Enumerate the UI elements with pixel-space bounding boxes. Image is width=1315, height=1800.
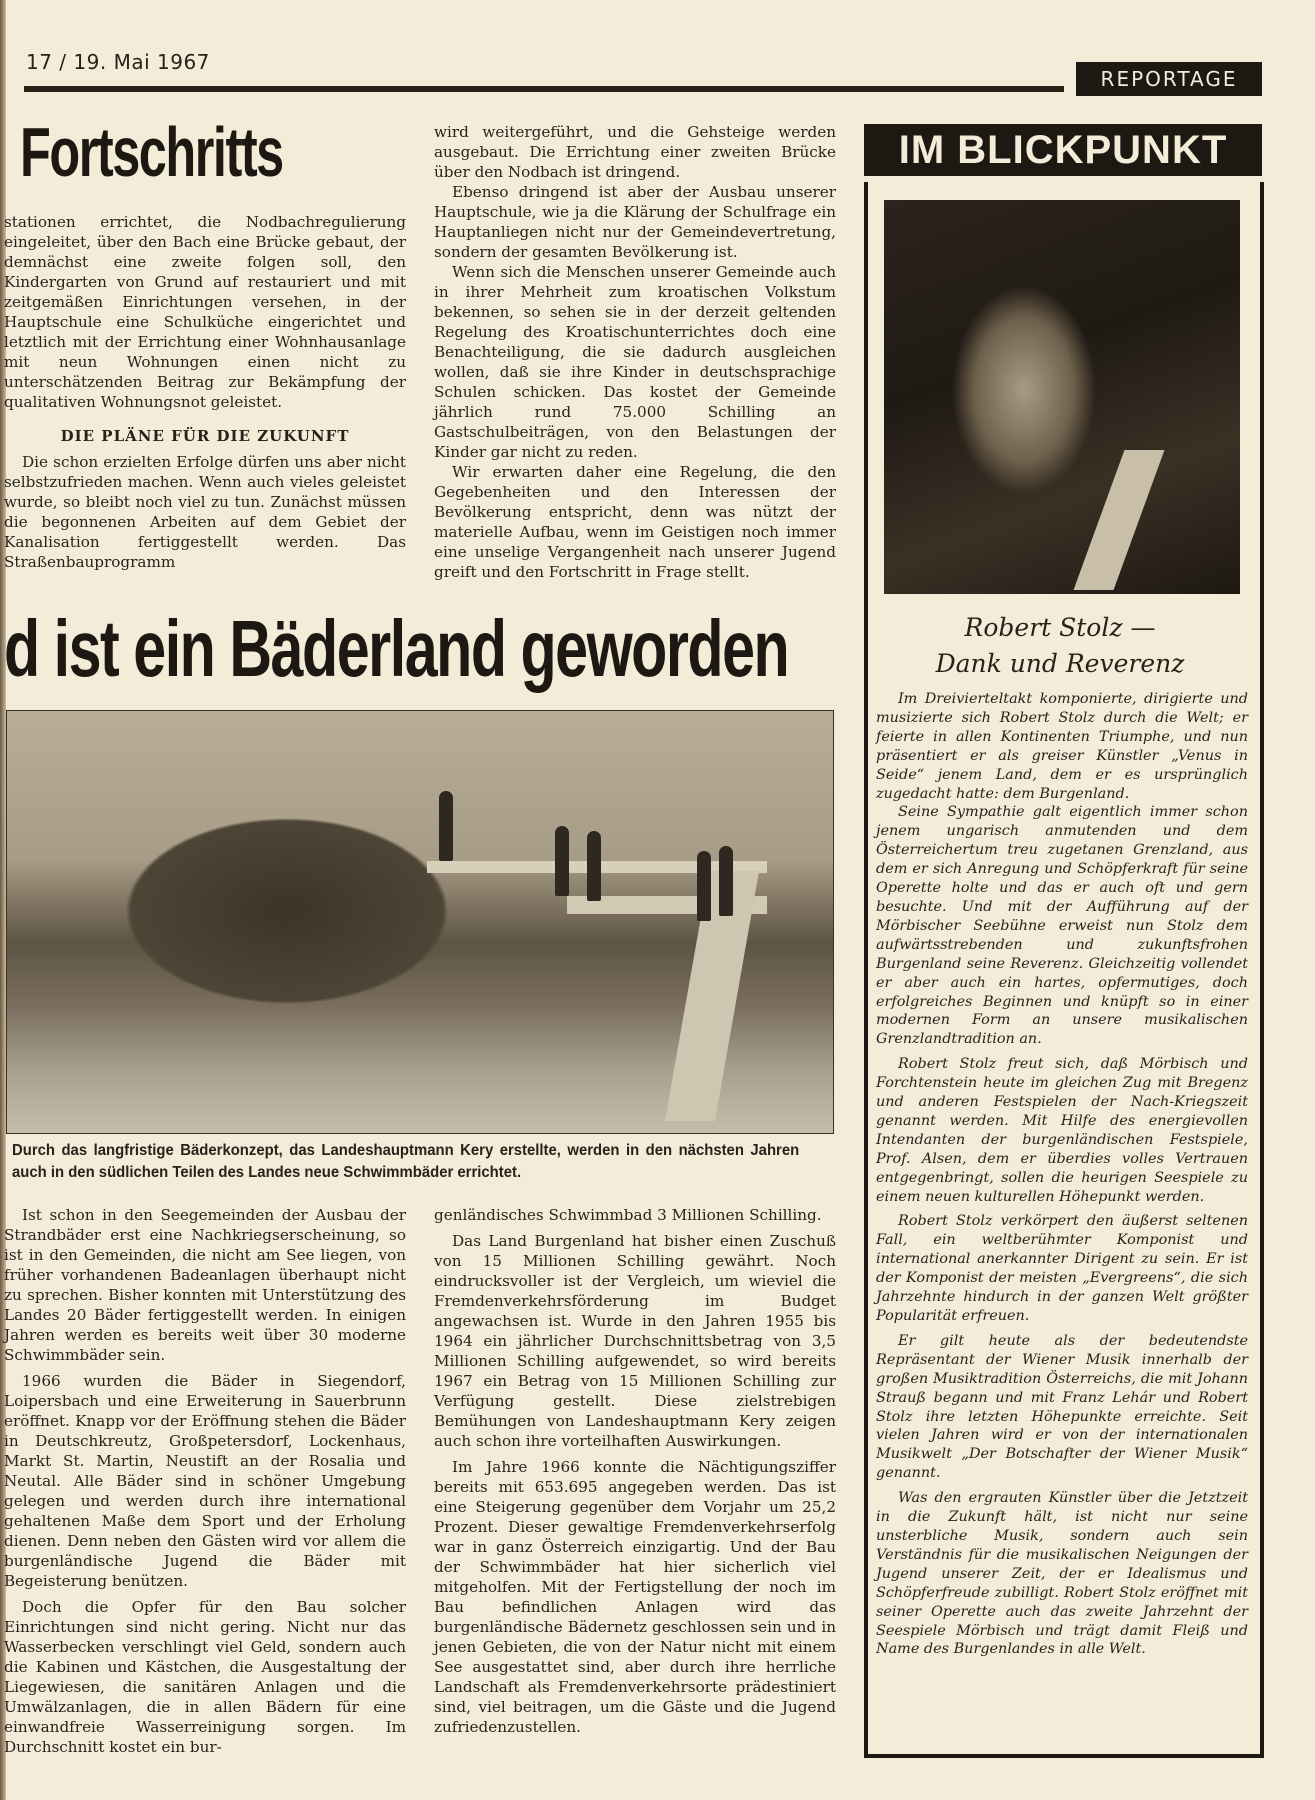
swimmer-figure	[697, 851, 711, 921]
swimmer-figure	[439, 791, 453, 861]
paragraph: Ist schon in den Seegemeinden der Ausbau der Strandbäder erst eine Nachkriegserscheinung, so ist in den Gemeinden, die nicht am See liegen, von früher vorhandenen Badeanlagen überhaupt nicht zu sprechen. Bisher konnten mit Unterstützung des Landes 20 Bäder fertiggestellt werden. In einigen Jahren werden es bereits weit über 30 moderne Schwimmbäder sein.	[4, 1206, 406, 1364]
portrait-collar	[1074, 450, 1165, 590]
paragraph: Die schon erzielten Erfolge dürfen uns aber nicht selbstzufrieden machen. Wenn auch vieles geleistet wurde, so bleibt noch viel zu tun. Zunächst müssen die begonnenen Arbeiten auf dem Gebiet der Kanalisation fertiggestellt werden. Das Straßenbauprogramm	[4, 453, 406, 571]
photo-caption: Durch das langfristige Bäderkonzept, das Landeshauptmann Kery erstellte, werden in den nächsten Jahren auch in den südlichen Teilen des Landes neue Schwimmbäder errichtet.	[12, 1142, 800, 1181]
sidebar-article-body	[876, 690, 1248, 1659]
article1-column-1	[4, 212, 406, 572]
subheading: DIE PLÄNE FÜR DIE ZUKUNFT	[60, 427, 350, 445]
article2-column-1	[4, 1205, 406, 1757]
paragraph: Wenn sich die Menschen unserer Gemeinde auch in ihrer Mehrheit zum kroatischen Volkstum bekennen, so sehen sie in der derzeit geltenden Regelung des Kroatischunterrichtes doch eine Benachteiligung, die sie dadurch ausgleichen wollen, daß sie ihre Kinder in deutschsprachige Schulen schicken. Das kostet der Gemeinde jährlich rund 75.000 Schilling an Gastschulbeiträgen, von den Belastungen der Kinder gar nicht zu reden.	[434, 263, 836, 461]
section-label: REPORTAGE	[1076, 62, 1262, 96]
swimmer-figure	[587, 831, 601, 901]
portrait-photo	[884, 200, 1240, 594]
paragraph: 1966 wurden die Bäder in Siegendorf, Loipersbach und eine Erweiterung in Sauerbrunn eröffnet. Knapp vor der Eröffnung stehen die Bäder in Deutschkreutz, Großpetersdorf, Lockenhaus, Markt St. Martin, Neustift an der Rosalia und Neutal. Alle Bäder sind in schöner Umgebung gelegen und werden durch ihre international gehaltenen Maße dem Sport und der Erholung dienen. Denn neben den Gästen wird vor allem die burgenländische Jugend die Bäder mit Begeisterung benützen.	[4, 1372, 406, 1590]
page-number-date: 17 / 19. Mai 1967	[26, 50, 210, 74]
article1-column-2	[434, 122, 836, 582]
paragraph: Im Jahre 1966 konnte die Nächtigungsziffer bereits mit 653.695 angegeben werden. Das ist eine Steigerung gegenüber dem Vorjahr um 25,2 Prozent. Dieser gewaltige Fremdenverkehrserfolg war in ganz Österreich einzigartig. Und der Bau der Schwimmbäder hat hier sicherlich viel mitgeholfen. Mit der Fertigstellung der noch im Bau befindlichen Anlagen wird das burgenländische Bädernetz geschlossen sein und in jenen Gebieten, die von der Natur nicht mit einem See ausgestattet sind, aber durch ihre herrliche Landschaft als Fremdenverkehrsorte prädestiniert sind, viel beitragen, um die Gäste und die Jugend zufriedenzustellen.	[434, 1458, 836, 1736]
paragraph: Seine Sympathie galt eigentlich immer schon jenem ungarisch anmutenden und dem Österreichertum treu zugetanen Grenzland, aus dem er sich Anregung und Schöpferkraft für seine Operette holte und das er auch oft und gern besuchte. Und mit der Aufführung auf der Mörbischer Seebühne erweist nun Stolz dem aufwärtsstrebenden und zukunftsfrohen Burgenland seine Reverenz. Gleichzeitig vollendet er aber auch ein hartes, opfermutiges, doch erfolgreiches Beginnen und knüpft so in einer modernen Form an unsere musikalischen Grenzlandtradition an.	[876, 804, 1248, 1048]
article1-headline: Fortschritts	[20, 113, 283, 191]
paragraph: Robert Stolz verkörpert den äußerst seltenen Fall, ein weltberühmter Komponist und international anerkannter Dirigent zu sein. Er ist der Komponist der meisten „Evergreens“, die sich Jahrzehnte hindurch in der ganzen Welt größter Popularität erfreuen.	[876, 1213, 1248, 1324]
article2-column-2	[434, 1205, 836, 1737]
paragraph: Er gilt heute als der bedeutendste Repräsentant der Wiener Musik innerhalb der großen Musiktradition Österreichs, die mit Johann Strauß begann und mit Franz Lehár und Robert Stolz ihre letzten Höhepunkte erreichte. Seit vielen Jahren wird er von der internationalen Musikwelt „Der Botschafter der Wiener Musik“ genannt.	[876, 1332, 1248, 1482]
paragraph: Robert Stolz freut sich, daß Mörbisch und Forchtenstein heute im gleichen Zug mit Bregenz und anderen Festspielen der Nach-Kriegszeit genannt werden. Mit Hilfe des energievollen Intendanten der burgenländischen Festspiele, Prof. Alsen, dem er überdies volles Vertrauen entgegenbringt, sollen die heurigen Seespiele zu einem neuen kulturellen Höhepunkt werden.	[876, 1056, 1248, 1205]
sidebar-box-title: IM BLICKPUNKT	[864, 124, 1262, 176]
paragraph: Im Dreivierteltakt komponierte, dirigierte und musizierte sich Robert Stolz durch die Welt; er feierte in allen Kontinenten Triumphe, und nun präsentiert er als greiser Künstler „Venus in Seide“ jenem Land, dem er es ursprünglich zugedacht hatte: dem Burgenland.	[876, 691, 1248, 802]
pool-photo	[6, 710, 834, 1134]
article2-headline: d ist ein Bäderland geworden	[4, 604, 789, 693]
paragraph: Doch die Opfer für den Bau solcher Einrichtungen sind nicht gering. Nicht nur das Wasserbecken verschlingt viel Geld, sondern auch die Kabinen und Kästchen, die Ausgestaltung der Liegewiesen, die sanitären Anlagen und die Umwälzanlagen, die in allen Bädern für eine einwandfreie Wasserreinigung sorgen. Im Durchschnitt kostet ein bur-	[4, 1598, 406, 1756]
sidebar-article-title	[870, 610, 1250, 682]
paragraph: Ebenso dringend ist aber der Ausbau unserer Hauptschule, wie ja die Klärung der Schulfrage ein Hauptanliegen nicht nur der Gemeindevertretung, sondern der gesamten Bevölkerung ist.	[434, 183, 836, 261]
paragraph: stationen errichtet, die Nodbachregulierung eingeleitet, über den Bach eine Brücke gebaut, der demnächst eine zweite folgen soll, den Kindergarten von Grund auf restauriert und mit zeitgemäßen Einrichtungen versehen, in der Hauptschule eine Schulküche eingerichtet und letztlich mit der Errichtung einer Wohnhausanlage mit neun Wohnungen einen nicht zu unterschätzenden Beitrag zur Bekämpfung der qualitativen Wohnungsnot geleistet.	[4, 213, 406, 411]
paragraph: Was den ergrauten Künstler über die Jetztzeit in die Zukunft hält, ist nicht nur seine unsterbliche Musik, sondern auch sein Verständnis für die musikalischen Neigungen der Jugend unserer Zeit, der er Idealismus und Schöpferfreude zubilligt. Robert Stolz eröffnet mit seiner Operette auch das zweite Jahrzehnt der Seespiele Mörbisch und trägt damit Fleiß und Name des Burgenlandes in alle Welt.	[876, 1490, 1248, 1658]
paragraph: Wir erwarten daher eine Regelung, die den Gegebenheiten und den Interessen der Bevölkerung entspricht, denn was nützt der materielle Aufbau, wenn im Geistigen noch immer eine unselige Vergangenheit nach unserer Jugend greift und den Fortschritt in Frage stellt.	[434, 463, 836, 581]
paragraph: Das Land Burgenland hat bisher einen Zuschuß von 15 Millionen Schilling gewährt. Noch eindrucksvoller ist der Vergleich, um wieviel die Fremdenverkehrsförderung im Budget angewachsen ist. Wurde in den Jahren 1955 bis 1964 ein jährlicher Durchschnittsbetrag von 3,5 Millionen Schilling aufgewendet, so wird bereits 1967 ein Betrag von 15 Millionen Schilling zur Verfügung gestellt. Diese zielstrebigen Bemühungen von Landeshauptmann Kery zeigen auch schon ihre vorteilhaften Auswirkungen.	[434, 1232, 836, 1450]
header-rule	[24, 86, 1064, 92]
paragraph: genländisches Schwimmbad 3 Millionen Schilling.	[434, 1206, 822, 1224]
swimmer-figure	[555, 826, 569, 896]
title-line-1: Robert Stolz —	[964, 613, 1156, 642]
paragraph: wird weitergeführt, und die Gehsteige werden ausgebaut. Die Errichtung einer zweiten Brücke über den Nodbach ist dringend.	[434, 123, 836, 181]
swimmer-figure	[719, 846, 733, 916]
title-line-2: Dank und Reverenz	[935, 649, 1185, 678]
